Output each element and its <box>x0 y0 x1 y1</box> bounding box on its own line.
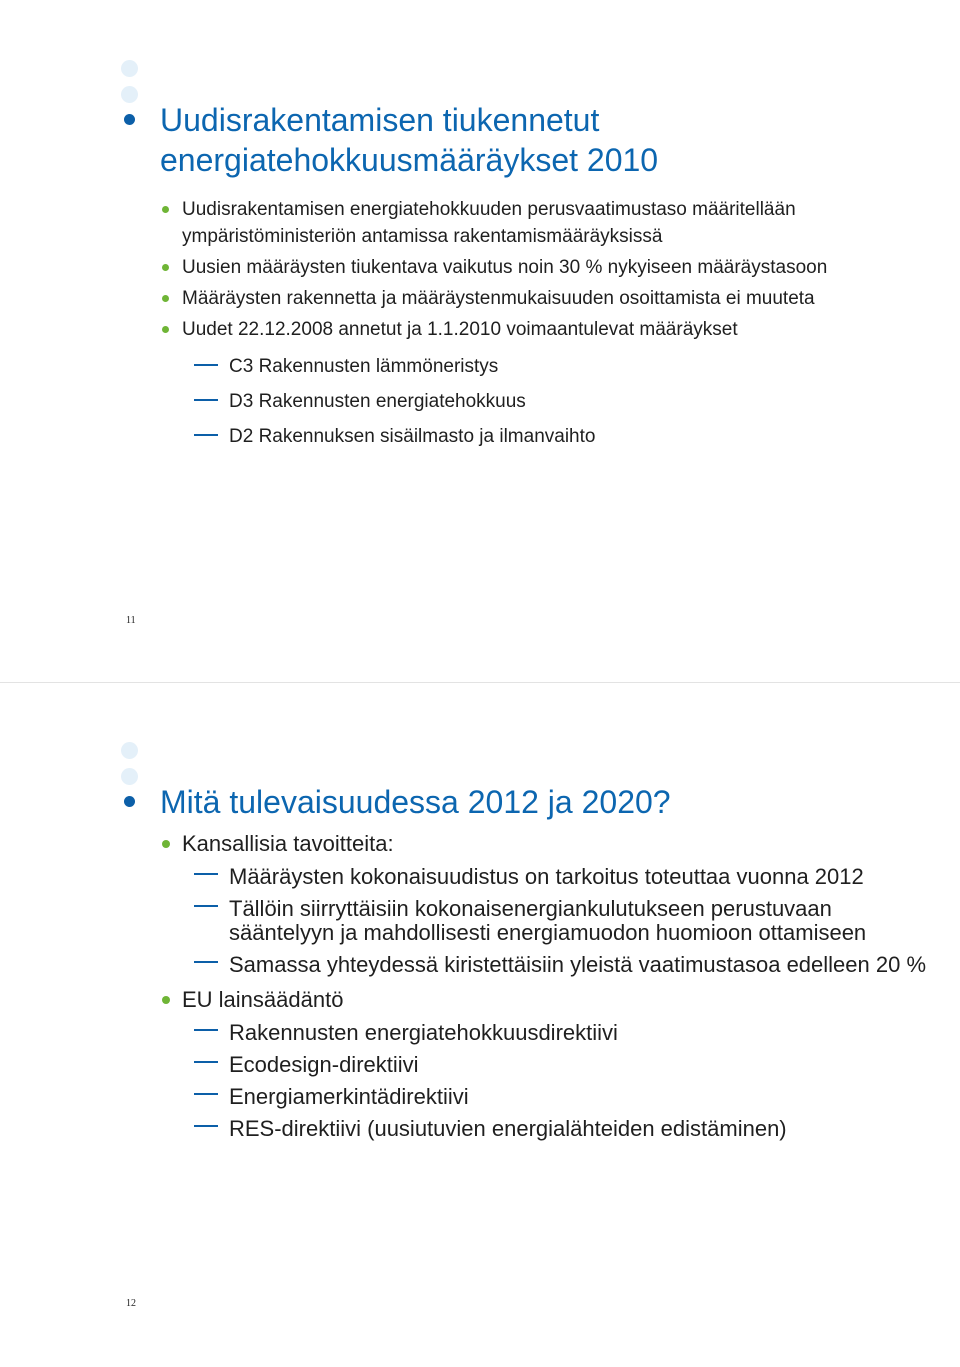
dash-icon <box>194 1093 218 1095</box>
decorative-dot-icon <box>121 86 138 103</box>
sub-item <box>160 423 940 450</box>
bullet-list <box>160 196 940 458</box>
bullet-text: Uusien määräysten tiukentava vaikutus noin 30 % nykyiseen määräystasoon <box>182 257 828 278</box>
bullet-icon <box>162 264 169 271</box>
bullet-item <box>160 285 940 312</box>
sub-item <box>160 353 940 380</box>
dash-icon <box>194 1061 218 1063</box>
bullet-icon <box>162 326 169 333</box>
dash-icon <box>194 399 218 401</box>
bullet-text: EU lainsäädäntö <box>182 987 344 1012</box>
bullet-icon <box>162 840 170 848</box>
bullet-icon <box>162 206 169 213</box>
slide-12 <box>0 683 960 1367</box>
sub-item-text: Määräysten kokonaisuudistus on tarkoitus toteuttaa vuonna 2012 <box>229 864 864 889</box>
dash-icon <box>194 1125 218 1127</box>
page-number: 11 <box>126 615 136 626</box>
sub-item-text: Samassa yhteydessä kiristettäisiin yleistä vaatimustasoa edelleen 20 % <box>229 952 927 977</box>
page-number: 12 <box>126 1298 136 1309</box>
sub-item-text: D2 Rakennuksen sisäilmasto ja ilmanvaihto <box>229 426 596 447</box>
slide-title: Uudisrakentamisen tiukennetut energiatehokkuusmääräykset 2010 <box>160 102 659 178</box>
decorative-dot-icon <box>121 60 138 77</box>
bullet-text: Määräysten rakennetta ja määräystenmukaisuuden osoittamista ei muuteta <box>182 288 815 309</box>
decorative-dot-icon <box>121 742 138 759</box>
bullet-item <box>160 254 940 281</box>
bullet-icon <box>162 996 170 1004</box>
decorative-dot-icon <box>124 114 135 125</box>
dash-icon <box>194 1029 218 1031</box>
sub-item <box>160 953 940 977</box>
bullet-item <box>160 985 940 1015</box>
bullet-text: Kansallisia tavoitteita: <box>182 831 394 856</box>
decorative-dot-icon <box>124 796 135 807</box>
bullet-item <box>160 316 940 343</box>
dash-icon <box>194 961 218 963</box>
bullet-item <box>160 829 940 859</box>
dash-icon <box>194 905 218 907</box>
sub-item-text: C3 Rakennusten lämmöneristys <box>229 356 499 377</box>
sub-item <box>160 865 940 889</box>
bullet-text: Uudisrakentamisen energiatehokkuuden perusvaatimustaso määritellään ympäristöministeriön antamissa rakentamismääräyksissä <box>182 199 796 247</box>
sub-item <box>160 1053 940 1077</box>
bullet-text: Uudet 22.12.2008 annetut ja 1.1.2010 voimaantulevat määräykset <box>182 319 738 340</box>
dash-icon <box>194 873 218 875</box>
sub-item-text: Tällöin siirryttäisiin kokonaisenergiankulutukseen perustuvaan sääntelyyn ja mahdollisesti energiamuodon huomioon ottamiseen <box>229 896 867 945</box>
slide-title: Mitä tulevaisuudessa 2012 ja 2020? <box>160 784 671 820</box>
sub-item <box>160 897 940 945</box>
bullet-list <box>160 829 940 1149</box>
dash-icon <box>194 364 218 366</box>
sub-item-text: D3 Rakennusten energiatehokkuus <box>229 391 526 412</box>
sub-item <box>160 1085 940 1109</box>
sub-item-text: Energiamerkintädirektiivi <box>229 1084 469 1109</box>
sub-item <box>160 1021 940 1045</box>
slide-11 <box>0 0 960 683</box>
bullet-icon <box>162 295 169 302</box>
sub-item-text: RES-direktiivi (uusiutuvien energialähteiden edistäminen) <box>229 1116 787 1141</box>
bullet-item <box>160 196 940 250</box>
sub-item <box>160 388 940 415</box>
decorative-dot-icon <box>121 768 138 785</box>
sub-item-text: Ecodesign-direktiivi <box>229 1052 419 1077</box>
sub-item <box>160 1117 940 1141</box>
sub-item-text: Rakennusten energiatehokkuusdirektiivi <box>229 1020 618 1045</box>
dash-icon <box>194 434 218 436</box>
